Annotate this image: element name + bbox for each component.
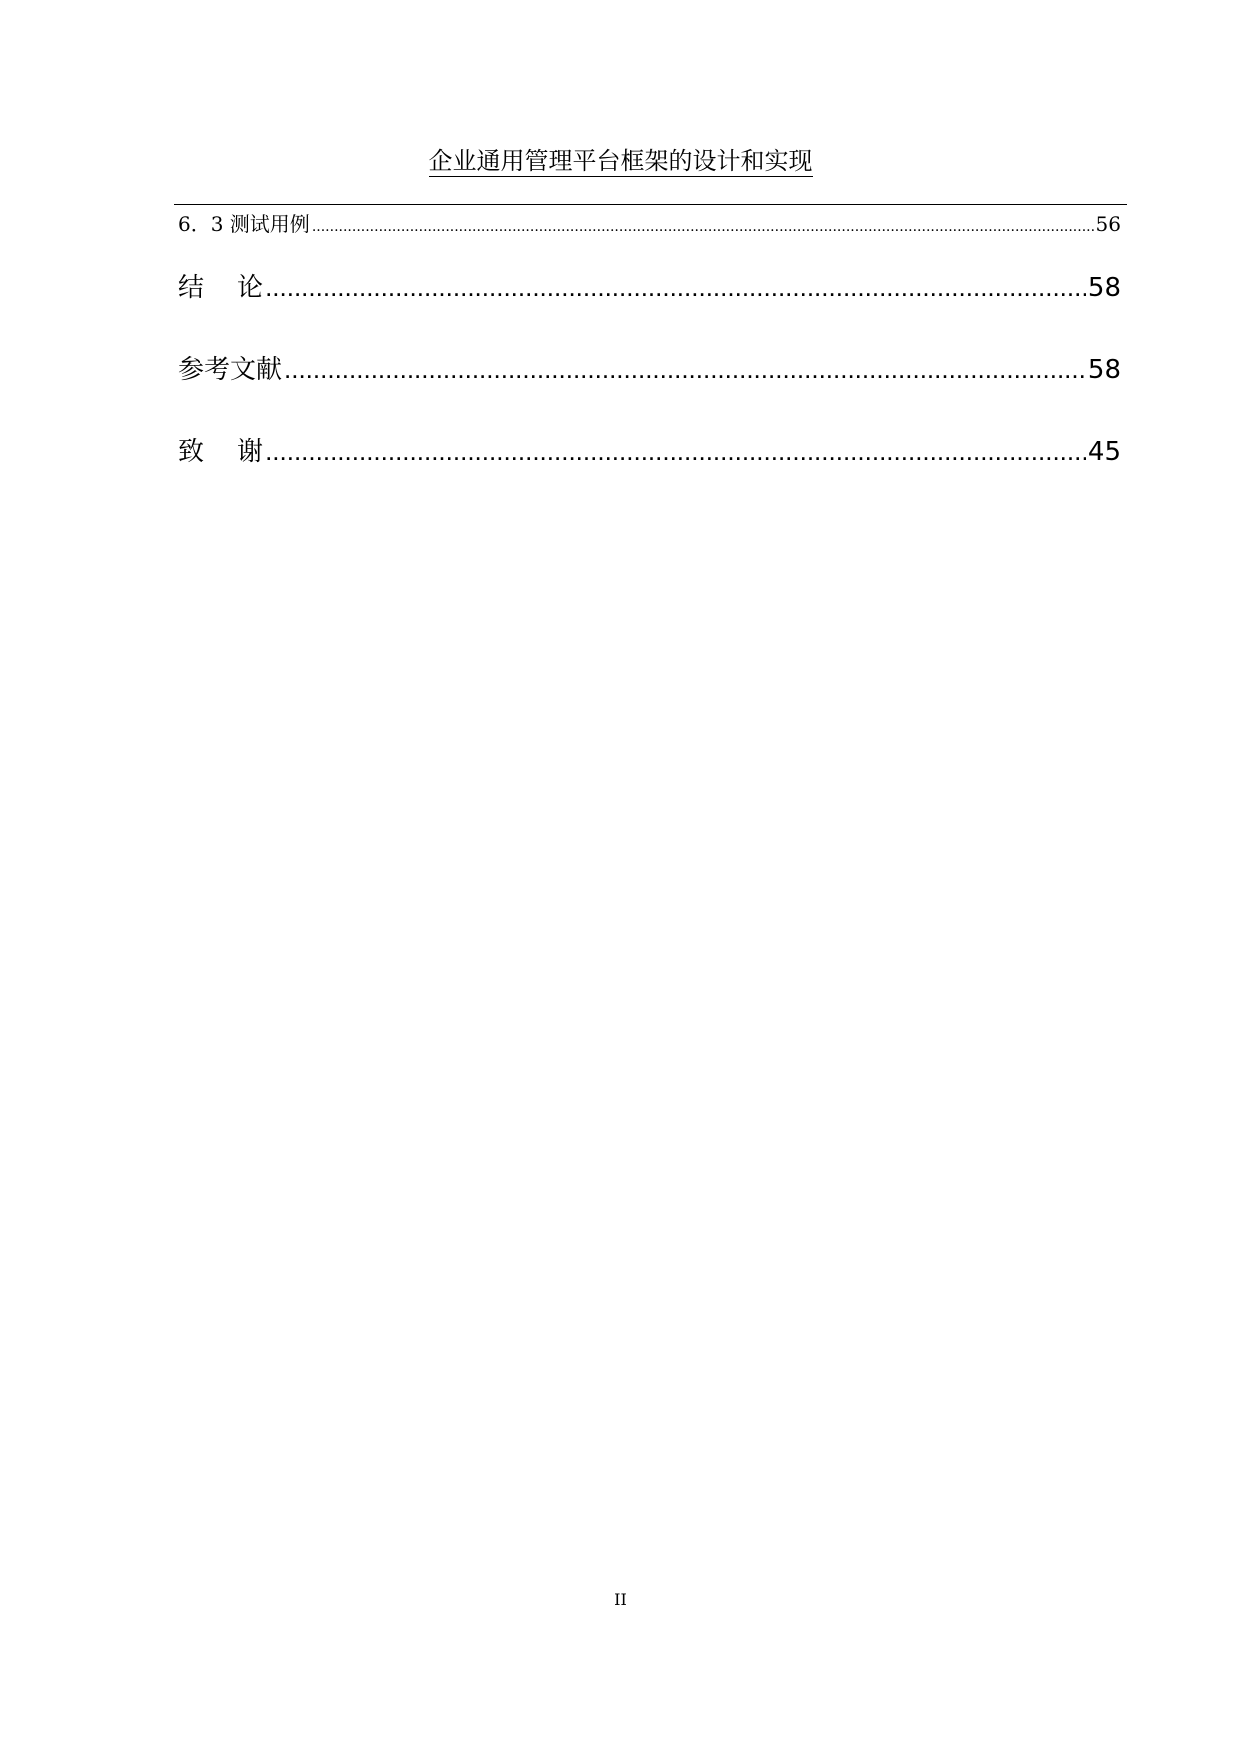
toc-entry-acknowledgements[interactable]	[178, 434, 1121, 469]
toc-entry-page: 56	[1095, 212, 1121, 236]
toc-entry-label: 6．3 测试用例	[178, 212, 310, 236]
page-header	[0, 146, 1241, 176]
toc-entry-references[interactable]	[178, 352, 1121, 387]
toc-dot-leader	[265, 434, 1086, 468]
toc-entry-page: 58	[1087, 355, 1121, 385]
toc-entry-page: 45	[1087, 437, 1121, 467]
toc-dot-leader	[265, 270, 1086, 304]
toc-dot-leader	[284, 352, 1086, 386]
toc-entry-6-3[interactable]	[178, 210, 1121, 241]
toc-entry-label: 参考文献	[178, 355, 283, 385]
toc-entry-conclusion[interactable]	[178, 270, 1121, 305]
toc-entry-label: 结 论	[178, 273, 264, 303]
toc-entry-page: 58	[1087, 273, 1121, 303]
header-divider	[174, 204, 1127, 205]
page-number: II	[614, 1590, 627, 1609]
document-title: 企业通用管理平台框架的设计和实现	[428, 147, 813, 175]
toc-dot-leader	[312, 210, 1094, 241]
toc-entry-label: 致 谢	[178, 437, 264, 467]
